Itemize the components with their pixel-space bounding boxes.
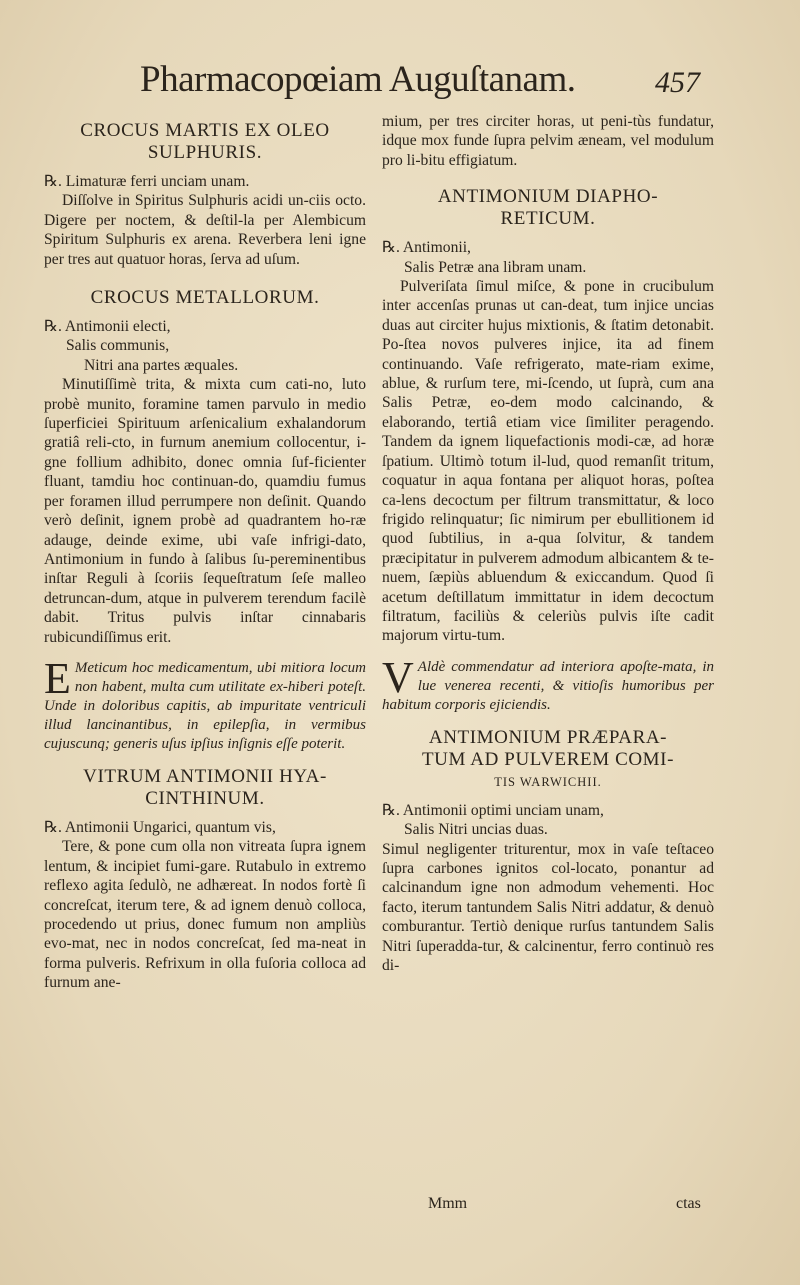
drop-cap: E [44, 653, 71, 703]
page-number: 457 [655, 66, 700, 99]
recipe-line: ℞. Antimonii electi, [44, 318, 171, 336]
entry-heading-antimonium-diaphoreticum [382, 186, 714, 230]
usage-note [382, 652, 714, 715]
entry-text: Diſſolve in Spiritus Sulphuris acidi un-ciis octo. Digere per noctem, & deſtil-la per Alembicum Spiritum Sulphuris ex arena. Reverbera leni igne per tres aut quatuor horas, ſerva ad uſum. [44, 192, 366, 268]
heading-line: VITRUM ANTIMONII HYA- [83, 765, 327, 787]
recipe-line: Nitri ana partes æquales. [84, 356, 239, 374]
usage-note [44, 653, 366, 754]
entry-text: Tere, & pone cum olla non vitreata ſupra ignem lentum, & incipiet fumi-gare. Rutabulo in extremo reflexo agita ſedulò, ne adhæreat. In nodos fortè ſi concreſcat, iterum tere, & ad ignem denuò colloca, procedendo ut prius, donec fumum non ampliùs evo-mat, nec in nodos concreſcat, ſed ma-neat in forma pulveris. Refrixum in olla fuſoria colloca ad furnum ane- [44, 838, 366, 992]
catchword: ctas [676, 1195, 701, 1212]
entry-text: Simul negligenter triturentur, mox in vaſe teſtaceo ſupra carbones ignitos col-locato, ponantur ad calcinandum igne non admodum vehementi. Hoc facto, iterum tantundem Salis Nitri addatur, & denuò comburantur. Tertiò denique rurſus tantundem Salis Nitri ſuperadda-tur, & calcinentur, ferro continuò res di- [382, 840, 714, 974]
recipe-line: ℞. Antimonii Ungarici, quantum vis, [44, 818, 276, 836]
heading-line: TIS WARWICHII. [494, 774, 602, 789]
recipe-line: ℞. Antimonii, [382, 239, 471, 257]
left-column [44, 112, 366, 993]
recipe-line: Salis Petræ ana libram unam. [404, 258, 587, 276]
heading-line: CROCUS MARTIS EX OLEO [80, 120, 330, 141]
continued-text: mium, per tres circiter horas, ut peni-tùs fundatur, idque mox funde ſupra pelvim æneam, vel modulum pro li-bitu effigiatum. [382, 113, 714, 169]
usage-text: Aldè commendatur ad interiora apoſte-mata, in lue venerea recenti, & vitioſis humoribus per habitum corporis ejiciendis. [382, 658, 714, 713]
signature-mark: Mmm [428, 1195, 468, 1212]
entry-heading-crocus-metallorum [44, 287, 366, 309]
heading-line: TUM AD PULVEREM COMI- [421, 748, 675, 770]
heading-line: RETICUM. [500, 208, 596, 230]
usage-text: Meticum hoc medicamentum, ubi mitiora locum non habent, multa cum utilitate ex-hiberi poteſt. Unde in doloribus capitis, ab impuritate ventriculi illud lancinantibus, in epilepſia, in vermibus cujuscunq; generis uſus ipſius inſignis eſſe poterit. [44, 659, 366, 752]
running-title: Pharmacopœiam Auguſtanam. [140, 59, 576, 100]
entry-text: Minutiſſimè trita, & mixta cum cati-no, luto probè munito, foramine tamen parvulo in medio ſuperficiei Spirituum arſenicalium exhalandorum gratiâ reli-cto, in furnum anemium collocentur, i-gne follium adhibito, donec omnia ſuf-ficienter fluant, tamdiu hoc continuan-do, quamdiu fumus per foramen illud perrumpere non deſinit. Quando verò deſinit, ignem probè ad quadrantem ho-ræ adauge, deinde exime, ubi vaſe infrigi-dato, Antimonium in fundo à ſalibus ſu-pereminentibus inſtar Reguli à ſcoriis ſequeſtratum ſeſe malleo detruncan-dum, atque in pulverem terendum facilè dabit. Tritus pulvis inſtar cinnabaris rubicundiſſimus erit. [44, 376, 366, 646]
recipe-line: Salis Nitri uncias duas. [404, 821, 548, 839]
recipe-line: ℞. Limaturæ ferri unciam unam. [44, 173, 250, 190]
heading-line: SULPHURIS. [147, 142, 263, 163]
entry-text: Pulveriſata ſimul miſce, & pone in crucibulum inter accenſas prunas ut can-deat, tum injice uncias duas aut circiter hujus mixtionis, & ſtatim detonabit. Po-ſtea novos pulveres injice, ita ad finem continuando. Vaſe refrigerato, mate-riam exime, ablue, & rurſum tere, mi-ſcendo, ut ſuprà, cum ana Salis Petræ, eo-dem modo calcinando, & elaborando, tertiâ etiam vice ſimiliter peragendo. Tandem da ignem liquefactionis modi-cæ, ad horæ ſpatium. Ultimò totum il-lud, quod remanſit tritum, coquatur in aqua fontana per aliquot horas, poſtea ca-lens decoctum per filtrum transmittatur, & loco frigido relinquatur; ſic nimirum per ebullitionem id quod ſubtilius, in a-qua ſolvitur, & tandem præcipitatur in pulverem admodum albicantem & te-nuem, ſæpiùs abluendum & exiccandum. Quod ſi acetum deſtillatum immittatur in idem decoctum filtratum, faciliùs & celeriùs pulvis iſte cadit majorum virtu-tum. [382, 278, 714, 645]
right-column [382, 112, 714, 975]
entry-heading-antimonium-praeparatum [382, 727, 714, 793]
heading-line: CROCUS METALLORUM. [90, 287, 320, 309]
page-header [140, 58, 700, 108]
heading-line: CINTHINUM. [145, 787, 265, 809]
heading-line: ANTIMONIUM PRÆPARA- [428, 726, 668, 748]
recipe-line: ℞. Antimonii optimi unciam unam, [382, 801, 604, 819]
recipe-line: Salis communis, [66, 337, 170, 355]
entry-heading-vitrum-antimonii [44, 766, 366, 810]
heading-line: ANTIMONIUM DIAPHO- [437, 186, 659, 208]
drop-cap: V [382, 652, 414, 702]
entry-heading-crocus-martis [44, 120, 366, 164]
